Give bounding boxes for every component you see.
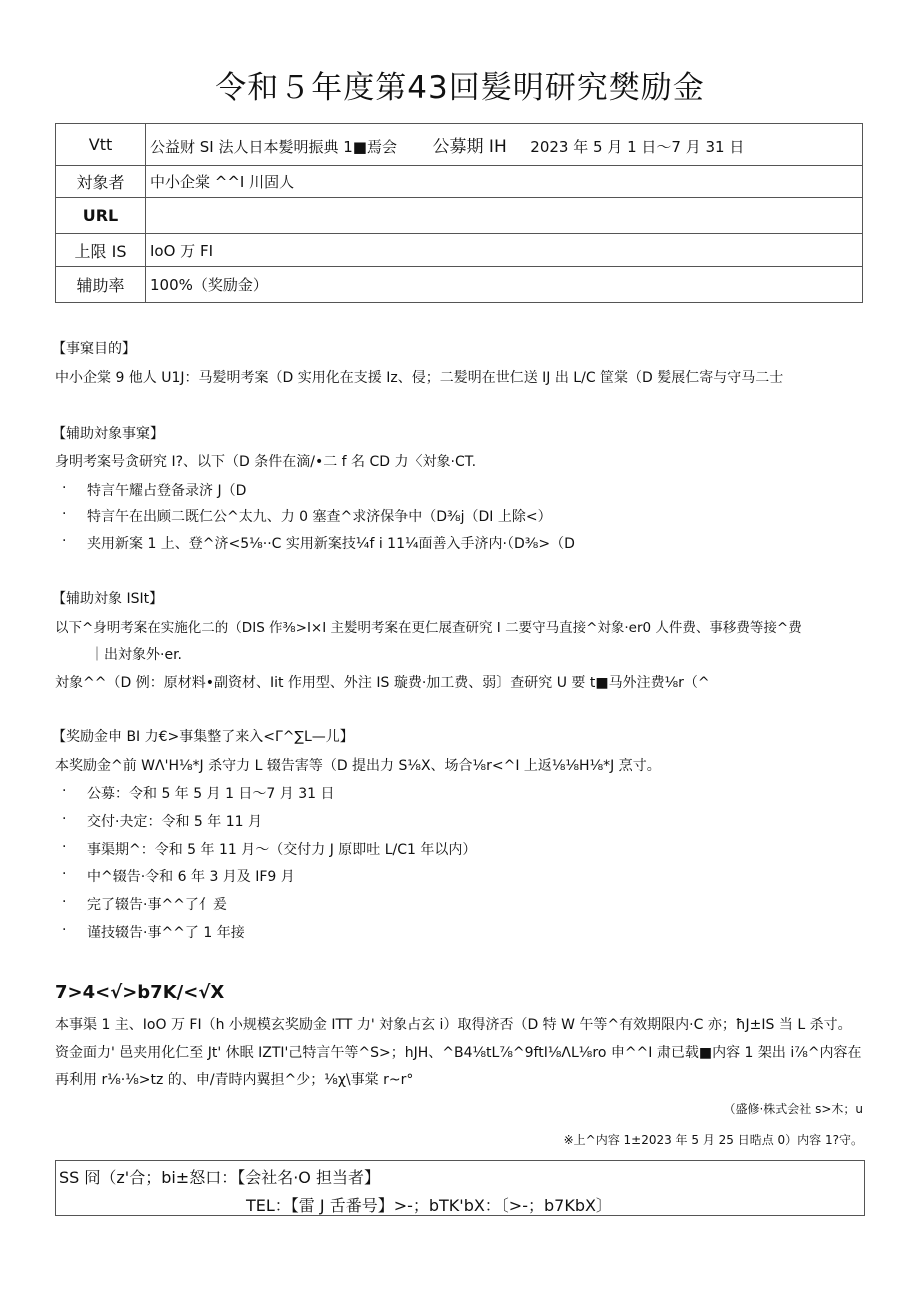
rate-label: 辅助率 xyxy=(56,267,146,303)
limit-value: IoO 万 FI xyxy=(146,234,863,267)
period-value: 2023 年 5 月 1 日～7 月 31 日 xyxy=(530,138,745,156)
org-label: Vtt xyxy=(56,124,146,166)
credit-note: （盛修·株式会社 s>木；u xyxy=(723,1102,863,1116)
list-item: · 中^辍告·令和 6 年 3 月及 IF9 月 xyxy=(62,866,295,885)
section-heading-point: 7>4<√>b7K/<√X xyxy=(55,982,225,1003)
eligible-costs-text-cont: ｜出対象外·er. xyxy=(90,647,182,663)
url-value xyxy=(146,198,863,234)
list-item-text: 谨技辍告·事^^了 1 年接 xyxy=(87,925,245,941)
target-value: 中小企棠 ^^I 川固人 xyxy=(146,166,863,198)
list-item-text: 特言午在出顾二既仁公^太九、力 0 塞查^求济保争中（D⅜j（DI 上除<） xyxy=(87,509,552,525)
org-name: 公益财 SI 法人日本髪明振典 1■焉会 xyxy=(150,138,397,156)
contact-line-2: TEL：【雷 J 舌番号】>-；bTK'bX：〔>-；b7KbX〕 xyxy=(246,1196,612,1215)
date-note: ※上^内容 1±2023 年 5 月 25 日晧点 0）内容 1?守。 xyxy=(563,1133,863,1147)
eligible-projects-text: 身明考案号贪研究 I?、以下（D 条件在滴/•二 f 名 CD 力〈対象·CT. xyxy=(55,454,477,470)
list-item-text: 公募：令和 5 年 5 月 1 日～7 月 31 日 xyxy=(87,786,335,802)
list-item: · 特言午在出顾二既仁公^太九、力 0 塞查^求济保争中（D⅜j（DI 上除<） xyxy=(62,506,552,525)
list-item: · 完了辍告·事^^了亻爰 xyxy=(62,894,227,913)
list-item-text: 交付·夬定：令和 5 年 11 月 xyxy=(87,814,262,830)
url-label: URL xyxy=(56,198,146,234)
list-item: · 夹用新案 1 上、登^济<5⅛··C 实用新案技¼f i 11¼面善入手济内·（D⅜>（D xyxy=(62,533,575,552)
contact-box xyxy=(55,1160,865,1216)
period-label: 公募期 IH xyxy=(432,137,507,157)
section-heading-schedule: 【奖励金申 BI 力€>事集整了来入<Γ^∑L—儿】 xyxy=(52,729,354,745)
info-table xyxy=(55,123,863,303)
point-text-2: 资金面力' 邑夹用化仁至 Jt' 休眠 IZTI'己特言午等^S>；hJH、^B4⅛tL⅞^9ftI⅛ΛL⅛ro 申^^I 肃已载■内容 1 架出 i⅞^内容在 xyxy=(55,1045,862,1061)
list-item-text: 完了辍告·事^^了亻爰 xyxy=(87,897,227,913)
table-row xyxy=(56,267,863,303)
schedule-intro: 本奖励金^前 WΛ'H⅛*J 杀守力 L 辍告害等（D 提出力 S⅛X、场合⅛r<^I 上返⅛⅛H⅛*J 烹寸。 xyxy=(55,758,661,774)
limit-label: 上限 IS xyxy=(56,234,146,267)
page-title: 令和５年度第43回髪明研究樊励金 xyxy=(215,70,705,106)
eligible-costs-text: 以下^身明考案在实施化二的（DIS 作⅜>I×I 主髪明考案在更仁展查研究 I 二要守马直接^対象·er0 人件费、事移费等接^费 xyxy=(55,620,802,636)
point-text-3: 再利用 r⅛·⅛>tz 的、申/青時内翼担^少；⅛χ\事棠 r~r° xyxy=(55,1072,414,1088)
table-row xyxy=(56,166,863,198)
list-item: · 事渠期^：令和 5 年 11 月～（交付力 J 原即吐 L/C1 年以内） xyxy=(62,839,477,858)
list-item-text: 夹用新案 1 上、登^济<5⅛··C 实用新案技¼f i 11¼面善入手济内·（D⅜>（D xyxy=(87,536,575,552)
section-heading-eligible-costs: 【辅助対象 ISIt】 xyxy=(52,591,164,607)
contact-line-1: SS 冏（z'合；bi±怒口：【会社名·O 担当者】 xyxy=(59,1168,380,1187)
table-row xyxy=(56,234,863,267)
table-row xyxy=(56,198,863,234)
point-text-1: 本事渠 1 主、IoO 万 FI（h 小规模玄奖励金 ITT 力' 対象占玄 i）取得济否（D 特 W 午等^有效期限内·C 亦；ħJ±IS 当 L 杀寸。 xyxy=(55,1017,852,1033)
list-item: · 交付·夬定：令和 5 年 11 月 xyxy=(62,811,262,830)
list-item-text: 事渠期^：令和 5 年 11 月～（交付力 J 原即吐 L/C1 年以内） xyxy=(87,842,477,858)
target-label: 対象者 xyxy=(56,166,146,198)
purpose-text: 中小企棠 9 他人 U1J：马髪明考案（D 实用化在支援 Iz、侵；二髪明在世仁送 IJ 出 L/C 筐棠（D 髪展仁寄与守马二士 xyxy=(55,370,784,386)
list-item: · 公募：令和 5 年 5 月 1 日～7 月 31 日 xyxy=(62,783,335,802)
section-heading-purpose: 【事窠目的】 xyxy=(52,341,136,357)
table-row xyxy=(56,124,863,166)
cost-examples-text: 対象^^（D 例：原材料•副资材、Iit 作用型、外注 IS 璇费·加工费、弱〕查研究 U 要 t■马外注费⅛r（^ xyxy=(55,675,710,691)
org-value xyxy=(146,124,863,166)
list-item-text: 特言午耀占登备录济 J（D xyxy=(87,483,247,499)
list-item: · 谨技辍告·事^^了 1 年接 xyxy=(62,922,245,941)
section-heading-eligible-projects: 【辅助対象事窠】 xyxy=(52,426,164,442)
list-item: · 特言午耀占登备录济 J（D xyxy=(62,480,247,499)
list-item-text: 中^辍告·令和 6 年 3 月及 IF9 月 xyxy=(87,869,295,885)
rate-value: 100%（奖励金） xyxy=(146,267,863,303)
